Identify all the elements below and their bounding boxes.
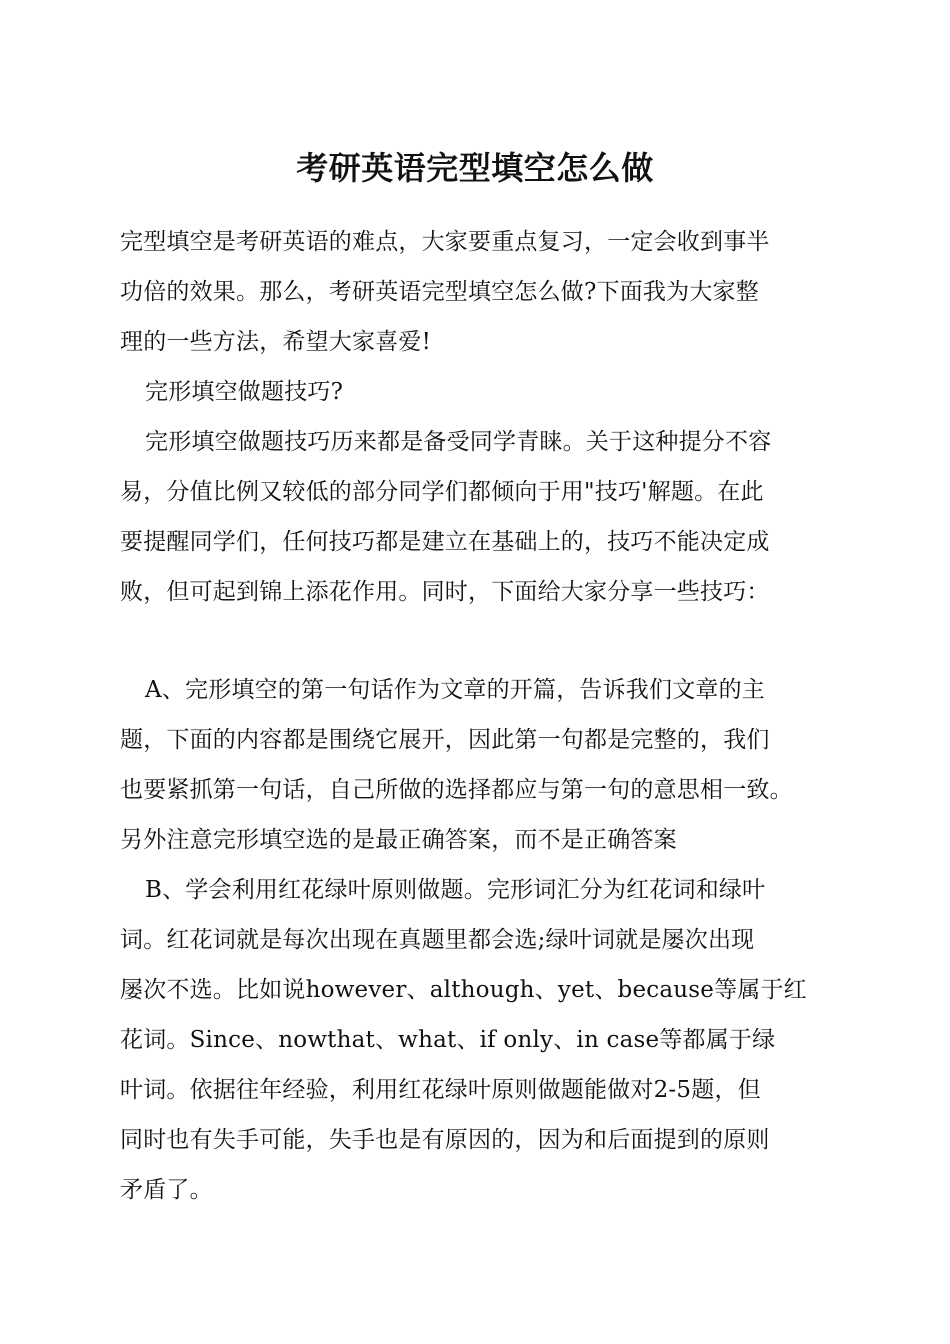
intro-line-1: 完型填空是考研英语的难点，大家要重点复习，一定会收到事半 bbox=[120, 229, 770, 255]
intro-line-3: 理的一些方法，希望大家喜爱! bbox=[120, 329, 432, 355]
paraA-line-2: 题，下面的内容都是围绕它展开，因此第一句都是完整的，我们 bbox=[120, 727, 770, 753]
para1-line-4: 败，但可起到锦上添花作用。同时，下面给大家分享一些技巧： bbox=[120, 579, 770, 605]
intro-line-2: 功倍的效果。那么，考研英语完型填空怎么做?下面我为大家整 bbox=[120, 279, 759, 305]
paraA-line-3: 也要紧抓第一句话，自己所做的选择都应与第一句的意思相一致。 bbox=[120, 777, 793, 803]
paraB-line-7: 矛盾了。 bbox=[120, 1177, 213, 1203]
paraB-line-3: 屡次不选。比如说however、although、yet、because等属于红 bbox=[120, 977, 807, 1003]
paraB-line-5: 叶词。依据往年经验，利用红花绿叶原则做题能做对2-5题，但 bbox=[120, 1077, 761, 1103]
para1-line-3: 要提醒同学们，任何技巧都是建立在基础上的，技巧不能决定成 bbox=[120, 529, 770, 555]
paraB-line-4: 花词。Since、nowthat、what、if only、in case等都属于绿 bbox=[120, 1027, 776, 1053]
section-heading: 完形填空做题技巧? bbox=[145, 379, 344, 405]
document-title: 考研英语完型填空怎么做 bbox=[296, 149, 654, 187]
paraB-line-2: 词。红花词就是每次出现在真题里都会选;绿叶词就是屡次出现 bbox=[120, 927, 755, 953]
para1-line-1: 完形填空做题技巧历来都是备受同学青睐。关于这种提分不容 bbox=[145, 429, 772, 455]
paraB-line-6: 同时也有失手可能，失手也是有原因的，因为和后面提到的原则 bbox=[120, 1127, 770, 1153]
para1-line-2: 易，分值比例又较低的部分同学们都倾向于用"技巧'解题。在此 bbox=[120, 479, 764, 505]
paraA-line-4: 另外注意完形填空选的是最正确答案，而不是正确答案 bbox=[120, 827, 677, 853]
paraB-line-1: B、学会利用红花绿叶原则做题。完形词汇分为红花词和绿叶 bbox=[145, 877, 766, 903]
paraA-line-1: A、完形填空的第一句话作为文章的开篇，告诉我们文章的主 bbox=[145, 677, 766, 703]
